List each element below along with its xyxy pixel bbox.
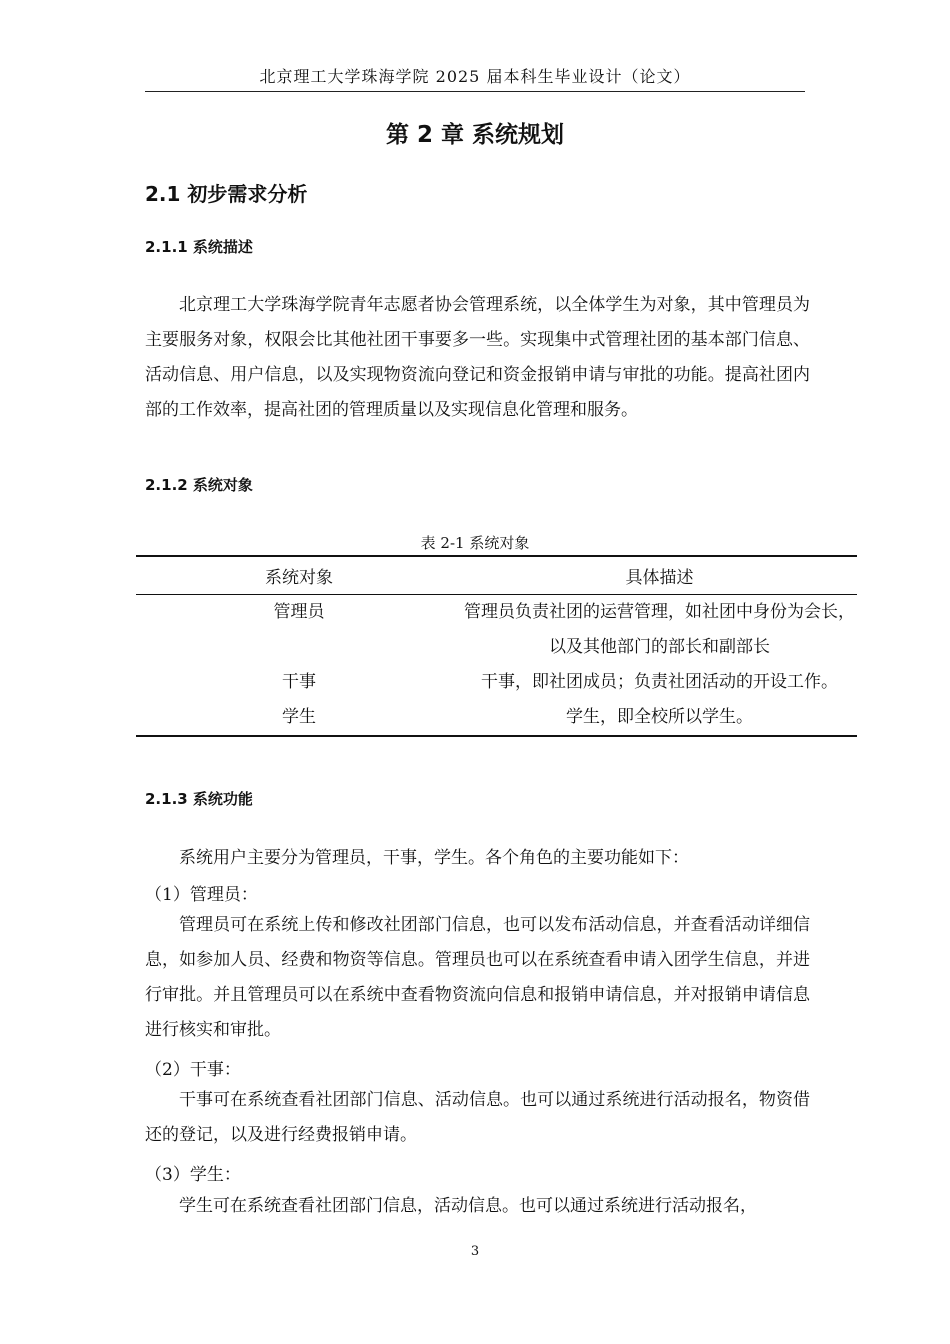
header-divider [145,91,805,92]
system-description-paragraph: 北京理工大学珠海学院青年志愿者协会管理系统，以全体学生为对象，其中管理员为主要服务对象，权限会比其他社团干事要多一些。实现集中式管理社团的基本部门信息、活动信息、用户信息，以及实现物资流向登记和资金报销申请与审批的功能。提高社团内部的工作效率，提高社团的管理质量以及实现信息化管理和服务。 [145,295,810,420]
section-2-1-2-heading: 2.1.2 系统对象 [145,476,253,494]
table-caption: 表 2-1 系统对象 [420,534,530,552]
functions-intro: 系统用户主要分为管理员，干事，学生。各个角色的主要功能如下： [179,848,689,868]
page-header: 北京理工大学珠海学院 2025 届本科生毕业设计（论文） [259,67,691,86]
table-header-cell: 具体描述 [625,568,694,588]
role-desc-admin: 管理员可在系统上传和修改社团部门信息，也可以发布活动信息，并查看活动详细信息，如参加人员、经费和物资等信息。管理员也可以在系统查看申请入团学生信息，并进行审批。并且管理员可以在系统中查看物资流向信息和报销申请信息，并对报销申请信息进行核实和审批。 [145,915,810,1040]
section-2-1-3-heading: 2.1.3 系统功能 [145,790,253,808]
table-header-cell: 系统对象 [265,568,333,588]
role-label-admin: （1）管理员： [145,885,258,905]
table-cell-role: 干事 [282,672,316,692]
table-cell-role: 管理员 [273,602,325,622]
table-row [136,665,857,700]
table-cell-desc: 管理员负责社团的运营管理，如社团中身份为会长，以及其他部门的部长和副部长 [464,602,855,657]
role-desc-student: 学生可在系统查看社团部门信息，活动信息。也可以通过系统进行活动报名， [179,1196,757,1216]
table-header-row [136,556,857,595]
section-2-1-heading: 2.1 初步需求分析 [145,182,308,206]
table-cell-desc: 干事，即社团成员；负责社团活动的开设工作。 [481,672,838,692]
system-objects-table [136,555,857,737]
table-cell-role: 学生 [282,707,316,727]
role-desc-staff: 干事可在系统查看社团部门信息、活动信息。也可以通过系统进行活动报名，物资借还的登记，以及进行经费报销申请。 [145,1090,810,1145]
table-row [136,595,857,666]
table-row [136,700,857,736]
page-number: 3 [470,1244,480,1259]
chapter-title: 第 2 章 系统规划 [385,122,565,148]
table-cell-desc: 学生，即全校所以学生。 [566,707,753,727]
role-label-student: （3）学生： [145,1165,241,1185]
role-label-staff: （2）干事： [145,1060,241,1080]
section-2-1-1-heading: 2.1.1 系统描述 [145,238,253,256]
